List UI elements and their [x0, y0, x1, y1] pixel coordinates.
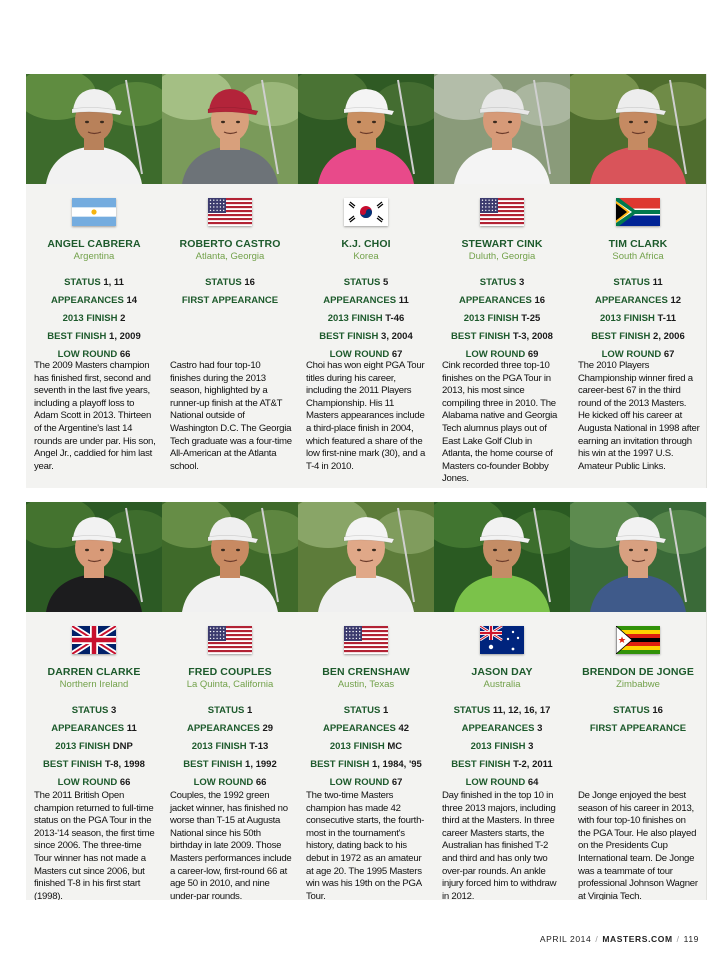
stat-label: LOW ROUND — [329, 349, 390, 360]
stat-label: LOW ROUND — [329, 777, 390, 788]
stat-value: 1, 11 — [103, 277, 124, 288]
player-stats — [162, 702, 298, 792]
player-name: FRED COUPLES — [188, 666, 272, 678]
stat-value: 14 — [126, 295, 138, 306]
player-name: ANGEL CABRERA — [47, 238, 141, 250]
player-card — [298, 502, 435, 900]
stat-value: T-46 — [385, 313, 405, 324]
player-card — [162, 74, 299, 488]
stat-line — [434, 292, 570, 310]
stat-label: STATUS — [479, 277, 517, 288]
stat-value: 1, 1992 — [245, 759, 277, 770]
player-bio: The 2010 Players Championship winner fired a career-best 67 in the third round of the 2013 Masters. He kicked off his career at Augusta National in 1998 after earning an invitation through his win at the 1997 U.S. Amateur Public Links. — [578, 360, 700, 472]
stat-line — [570, 292, 706, 310]
player-bio: Choi has won eight PGA Tour titles during his career, including the 2011 Players Championship. His 11 Masters appearances include a third-place finish in 2004, which featured a share of the low first-nine mark (30), and a T-4 in 2010. — [306, 360, 426, 472]
stat-line — [298, 756, 434, 774]
stat-line — [162, 702, 298, 720]
footer-separator: / — [676, 934, 680, 944]
player-hometown: Australia — [483, 679, 521, 690]
korea-flag-icon — [344, 198, 388, 226]
player-stats — [26, 274, 162, 364]
stat-label: BEST FINISH — [43, 759, 103, 770]
player-bio: De Jonge enjoyed the best season of his career in 2013, with four top-10 finishes on the PGA Tour. He also played on the Presidents Cup International team. De Jonge was a teammate of tour professional Johnson Wagner at Virginia Tech. — [578, 790, 698, 900]
stat-label: 2013 FINISH — [463, 313, 519, 324]
footer-magazine: MASTERS.COM — [602, 934, 673, 944]
footer-page-number: 119 — [683, 934, 699, 944]
stat-line — [162, 756, 298, 774]
stat-line — [570, 274, 706, 292]
stat-value: 16 — [652, 705, 663, 716]
stat-label: FIRST APPEARANCE — [181, 295, 279, 306]
stat-label: APPEARANCES — [322, 723, 396, 734]
stat-label: BEST FINISH — [451, 331, 511, 342]
stat-value: 1 — [246, 705, 253, 716]
stat-line — [570, 328, 706, 346]
stat-value: T-2, 2011 — [513, 759, 553, 770]
stat-value: 16 — [244, 277, 255, 288]
player-photo — [26, 502, 162, 612]
usa-flag-icon — [480, 198, 524, 226]
stat-label: STATUS — [613, 277, 650, 288]
player-photo — [434, 502, 570, 612]
stat-line — [162, 720, 298, 738]
stat-line — [434, 328, 570, 346]
stat-line — [26, 292, 162, 310]
stat-label: FIRST APPEARANCE — [589, 723, 687, 734]
stat-line — [570, 310, 706, 328]
player-stats — [298, 274, 434, 364]
stat-value: 29 — [262, 723, 274, 734]
player-hometown: Atlanta, Georgia — [195, 251, 265, 262]
stat-label: STATUS — [205, 277, 242, 288]
stat-value: 12 — [670, 295, 682, 306]
stat-value: DNP — [112, 741, 133, 752]
stat-label: APPEARANCES — [186, 723, 260, 734]
player-photo — [434, 74, 570, 184]
player-bio: Couples, the 1992 green jacket winner, has finished no worse than T-15 at Augusta National since his 50th birthday in late 2009. Those Masters performances include a career-low, first-round 66 at age 50 in 2010, and nine under-par rounds. — [170, 790, 292, 900]
stat-line — [162, 738, 298, 756]
stat-value: 11 — [398, 295, 409, 306]
stat-label: LOW ROUND — [57, 349, 118, 360]
stat-label: LOW ROUND — [193, 777, 254, 788]
player-hometown: Northern Ireland — [59, 679, 129, 690]
stat-label: APPEARANCES — [323, 295, 397, 306]
player-stats — [162, 274, 298, 310]
stat-label: BEST FINISH — [319, 331, 379, 342]
player-bio: Castro had four top-10 finishes during the 2013 season, highlighted by a runner-up finish at the AT&T National outside of Washington D.C. The Georgia Tech graduate was a four-time All-American at the Atlanta school. — [170, 360, 292, 472]
stat-label: BEST FINISH — [591, 331, 651, 342]
player-card — [434, 502, 571, 900]
player-hometown: Duluth, Georgia — [468, 251, 536, 262]
stat-label: 2013 FINISH — [191, 741, 247, 752]
usa-flag-icon — [344, 626, 388, 654]
player-hometown: Korea — [353, 251, 379, 262]
player-hometown: La Quinta, California — [186, 679, 274, 690]
stat-value: 1, 2009 — [109, 331, 141, 342]
stat-label: STATUS — [453, 705, 491, 716]
stat-line — [26, 756, 162, 774]
stat-value: 3, 2004 — [381, 331, 413, 342]
stat-label: 2013 FINISH — [329, 741, 385, 752]
stat-line — [26, 328, 162, 346]
player-stats — [570, 702, 706, 738]
player-card — [26, 74, 163, 488]
stat-line — [298, 328, 434, 346]
stat-value: 1 — [382, 705, 389, 716]
stat-line — [434, 310, 570, 328]
player-photo — [298, 74, 434, 184]
player-photo — [162, 502, 298, 612]
stat-value: 67 — [391, 777, 403, 788]
stat-label: STATUS — [613, 705, 650, 716]
player-photo — [570, 502, 706, 612]
usa-flag-icon — [208, 198, 252, 226]
player-name: K.J. CHOI — [341, 238, 391, 250]
footer-separator: / — [595, 934, 599, 944]
player-name: JASON DAY — [471, 666, 533, 678]
zimbabwe-flag-icon — [616, 626, 660, 654]
stat-value: 11 — [126, 723, 137, 734]
player-card — [26, 502, 163, 900]
stat-line — [434, 720, 570, 738]
player-bio: Cink recorded three top-10 finishes on the PGA Tour in 2013, his most since compiling three in 2010. The Alabama native and Georgia Tech alumnus plays out of East Lake Golf Club in Atlanta, the home course of Masters co-founder Bobby Jones. — [442, 360, 558, 485]
player-photo — [26, 74, 162, 184]
player-card — [162, 502, 299, 900]
stat-label: STATUS — [207, 705, 245, 716]
player-stats — [26, 702, 162, 792]
stat-line — [570, 702, 706, 720]
player-name: ROBERTO CASTRO — [179, 238, 281, 250]
player-photo — [570, 74, 706, 184]
south-africa-flag-icon — [616, 198, 660, 226]
stat-value: 42 — [398, 723, 410, 734]
stat-line — [298, 720, 434, 738]
stat-line — [298, 310, 434, 328]
stat-value: 16 — [534, 295, 546, 306]
player-card — [434, 74, 571, 488]
stat-label: STATUS — [343, 705, 381, 716]
stat-value: 2, 2006 — [653, 331, 685, 342]
stat-value: 3 — [537, 723, 543, 734]
stat-line — [434, 274, 570, 292]
stat-label: STATUS — [343, 277, 381, 288]
stat-line — [26, 720, 162, 738]
player-name: BEN CRENSHAW — [322, 666, 410, 678]
stat-line — [162, 292, 298, 310]
player-bio: Day finished in the top 10 in three 2013 majors, including third at the Masters. In three career Masters starts, the Australian has finished T-2 and third and has only two over-par rounds. An ankle injury forced him to withdraw in 2012. — [442, 790, 557, 900]
stat-value: 69 — [527, 349, 539, 360]
stat-label: 2013 FINISH — [599, 313, 655, 324]
stat-label: LOW ROUND — [465, 349, 526, 360]
stat-label: APPEARANCES — [458, 295, 532, 306]
stat-line — [434, 756, 570, 774]
stat-value: 66 — [119, 349, 131, 360]
stat-value: 3 — [528, 741, 534, 752]
stat-label: LOW ROUND — [601, 349, 662, 360]
argentina-flag-icon — [72, 198, 116, 226]
player-photo — [298, 502, 434, 612]
stat-value: 3 — [110, 705, 117, 716]
stat-value: 11, 12, 16, 17 — [492, 705, 551, 716]
stat-label: STATUS — [71, 705, 109, 716]
player-stats — [298, 702, 434, 792]
stat-label: LOW ROUND — [465, 777, 526, 788]
stat-label: BEST FINISH — [47, 331, 107, 342]
stat-value: T-8, 1998 — [104, 759, 145, 770]
stat-value: 66 — [119, 777, 131, 788]
stat-value: 5 — [382, 277, 389, 288]
player-stats — [570, 274, 706, 364]
stat-value: 64 — [527, 777, 539, 788]
stat-line — [298, 292, 434, 310]
stat-value: 67 — [391, 349, 403, 360]
player-name: BRENDON DE JONGE — [582, 666, 694, 678]
stat-value: T-11 — [657, 313, 677, 324]
player-hometown: Zimbabwe — [616, 679, 660, 690]
stat-line — [434, 738, 570, 756]
stat-line — [26, 702, 162, 720]
footer-date: APRIL 2014 — [539, 934, 592, 944]
stat-line — [26, 274, 162, 292]
player-card — [570, 502, 707, 900]
usa-flag-icon — [208, 626, 252, 654]
stat-value: 3 — [518, 277, 525, 288]
stat-value: MC — [387, 741, 403, 752]
stat-label: APPEARANCES — [50, 295, 124, 306]
stat-line — [26, 310, 162, 328]
player-name: TIM CLARK — [608, 238, 668, 250]
stat-line — [26, 738, 162, 756]
stat-value: T-3, 2008 — [512, 331, 553, 342]
stat-label: 2013 FINISH — [55, 741, 111, 752]
player-photo — [162, 74, 298, 184]
stat-label: 2013 FINISH — [327, 313, 383, 324]
stat-label: BEST FINISH — [183, 759, 243, 770]
stat-value: T-25 — [521, 313, 541, 324]
player-card — [570, 74, 707, 488]
stat-value: 11 — [652, 277, 663, 288]
stat-line — [162, 274, 298, 292]
stat-value: 67 — [663, 349, 675, 360]
australia-flag-icon — [480, 626, 524, 654]
player-stats — [434, 274, 570, 364]
stat-line — [434, 702, 570, 720]
player-card — [298, 74, 435, 488]
stat-label: 2013 FINISH — [470, 741, 526, 752]
player-bio: The 2009 Masters champion has finished first, second and seventh in the last five years, including a playoff loss to Adam Scott in 2013. Thirteen of the Argentine's last 14 rounds are under par. His son, Angel Jr., caddied for him last year. — [34, 360, 156, 472]
uk-flag-icon — [72, 626, 116, 654]
stat-label: BEST FINISH — [451, 759, 511, 770]
player-hometown: Argentina — [73, 251, 115, 262]
player-name: STEWART CINK — [461, 238, 543, 250]
page-footer — [540, 934, 699, 944]
stat-line — [298, 274, 434, 292]
stat-value: 1, 1984, '95 — [371, 759, 422, 770]
stat-label: 2013 FINISH — [62, 313, 118, 324]
player-name: DARREN CLARKE — [47, 666, 141, 678]
stat-label: STATUS — [64, 277, 101, 288]
stat-label: APPEARANCES — [594, 295, 668, 306]
stat-value: 2 — [120, 313, 126, 324]
stat-label: BEST FINISH — [310, 759, 370, 770]
stat-line — [298, 738, 434, 756]
stat-label: APPEARANCES — [51, 723, 125, 734]
player-hometown: Austin, Texas — [337, 679, 395, 690]
player-bio: The two-time Masters champion has made 42 consecutive starts, the fourth-most in the tournament's history, dating back to his debut in 1972 as an amateur at age 20. The 1995 Masters win was his 19th on the PGA Tour. — [306, 790, 425, 900]
stat-line — [570, 720, 706, 738]
stat-label: APPEARANCES — [461, 723, 535, 734]
stat-line — [298, 702, 434, 720]
stat-label: LOW ROUND — [57, 777, 118, 788]
stat-value: 66 — [255, 777, 267, 788]
player-bio: The 2011 British Open champion returned to full-time status on the PGA Tour in the 2013-'14 season, the first time since 2006. The three-time Tour winner has not made a Masters cut since 2006, but finished T-8 in his first start (1998). — [34, 790, 155, 900]
player-hometown: South Africa — [612, 251, 664, 262]
stat-value: T-13 — [249, 741, 269, 752]
player-stats — [434, 702, 570, 792]
